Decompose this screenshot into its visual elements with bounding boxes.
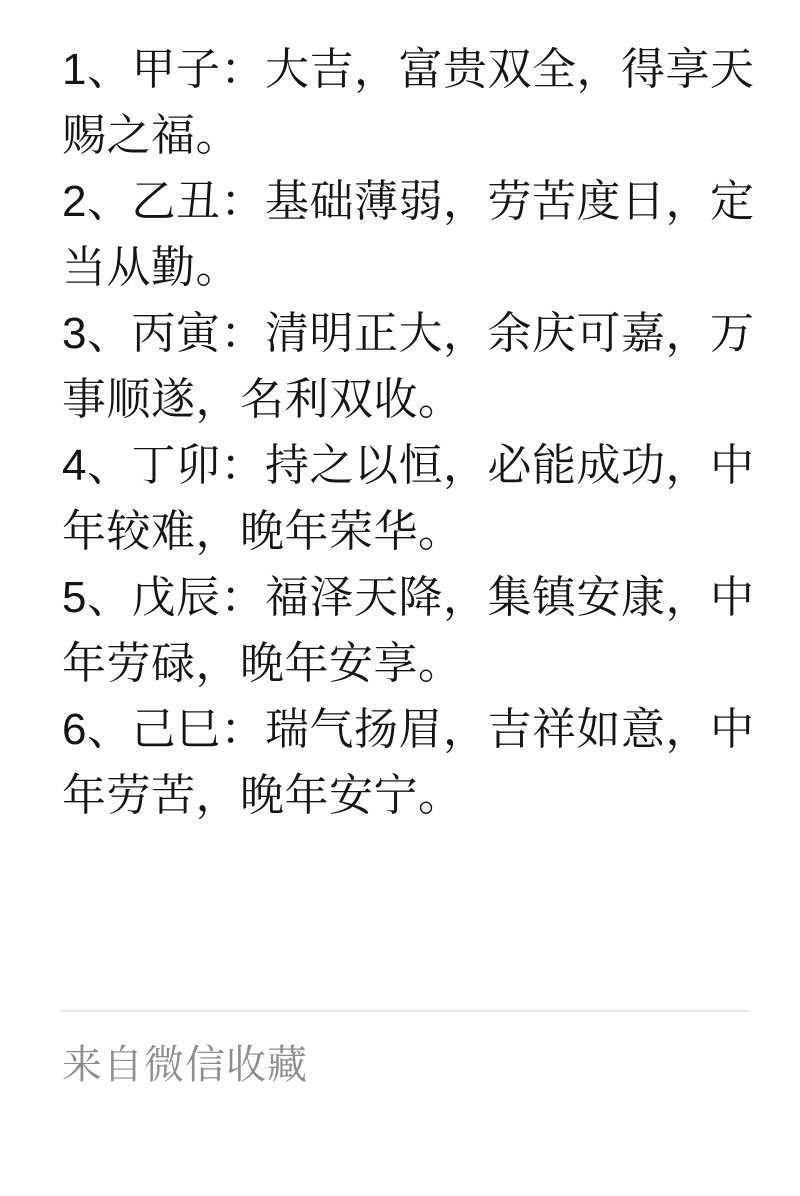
list-item (62, 565, 755, 697)
list-item-line: 年劳碌，晚年安享。 (62, 639, 463, 688)
list-item-line: 年劳苦，晚年安宁。 (62, 771, 463, 820)
list-item-line: 5、戊辰：福泽天降，集镇安康，中 (62, 573, 755, 622)
footer (0, 1010, 800, 1089)
list-item-line: 事顺遂，名利双收。 (62, 375, 463, 424)
list-item-line: 3、丙寅：清明正大，余庆可嘉，万 (62, 309, 755, 358)
source-caption: 来自微信收藏 (62, 1043, 308, 1087)
list-item-line: 年较难，晚年荣华。 (62, 507, 463, 556)
list-item-line: 2、乙丑：基础薄弱，劳苦度日，定 (62, 177, 755, 226)
list-item-line: 当从勤。 (62, 243, 240, 292)
footer-divider (60, 1010, 749, 1012)
list-item-line: 6、己巳：瑞气扬眉，吉祥如意，中 (62, 705, 755, 754)
list-item-line: 4、丁卯：持之以恒，必能成功，中 (62, 441, 755, 490)
list-item-line: 1、甲子：大吉，富贵双全，得享天 (62, 45, 755, 94)
list-item (62, 301, 755, 433)
list-item (62, 433, 755, 565)
list-item (62, 169, 755, 301)
list-item (62, 37, 755, 169)
list-item (62, 697, 755, 829)
list-item-line: 赐之福。 (62, 111, 240, 160)
